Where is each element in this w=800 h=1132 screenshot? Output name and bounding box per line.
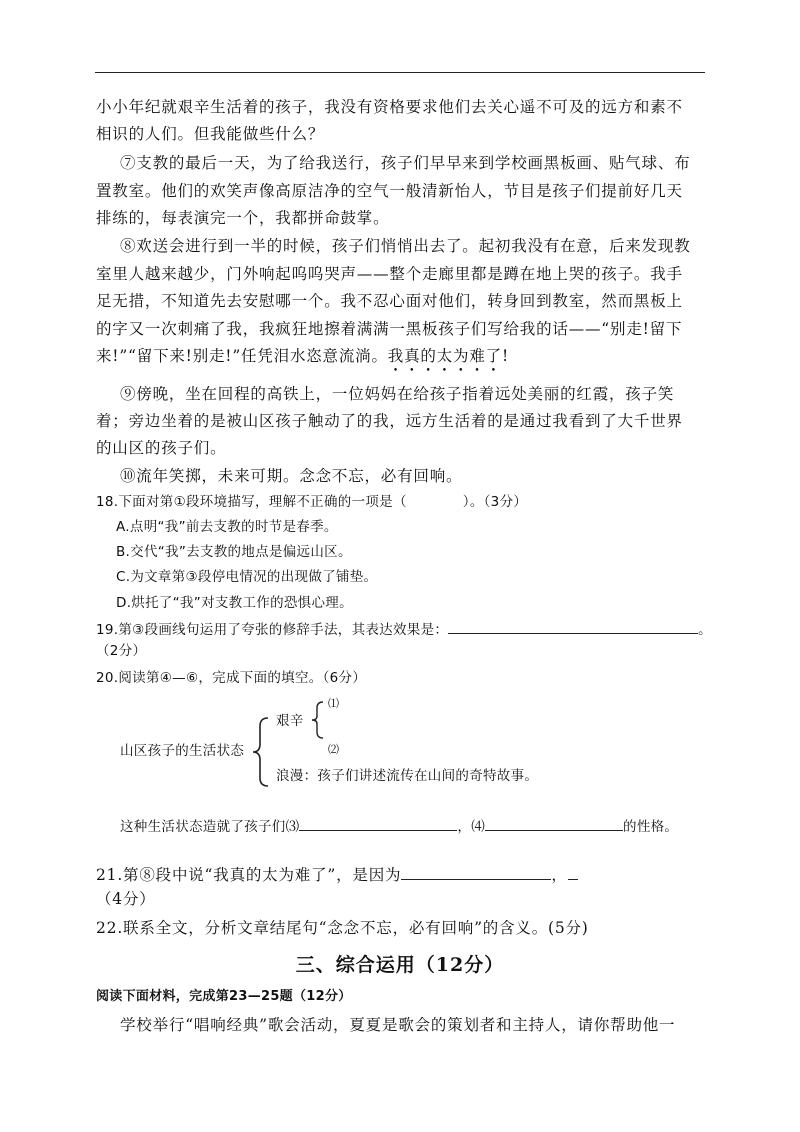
passage-line: 的字又一次刺痛了我，我疯狂地擦着满满一黑板孩子们写给我的话——“别走!留下 xyxy=(96,320,683,338)
answer-blank[interactable] xyxy=(401,865,551,880)
passage-line: 排练的，每表演完一个，我都拼命鼓掌。 xyxy=(96,209,390,227)
emphasis-char: 了 xyxy=(485,347,502,365)
paragraph-9: ⑨傍晚，坐在回程的高铁上，一位妈妈在给孩子指着远处美丽的红霞，孩子笑 xyxy=(120,385,675,403)
passage-text: ! xyxy=(501,347,509,365)
question-19-stem xyxy=(96,619,712,640)
passage-line: 相识的人们。但我能做些什么？ xyxy=(96,125,325,143)
question-18-stem xyxy=(96,492,527,512)
section-3-title: 三、综合运用（12分） xyxy=(295,954,505,976)
header-rule xyxy=(95,72,705,73)
option-b: B.交代“我”去支教的地点是偏远山区。 xyxy=(116,544,352,560)
question-22-stem: 22.联系全文，分析文章结尾句“念念不忘，必有回响”的含义。(5分) xyxy=(96,919,589,937)
emphasis-char: 难 xyxy=(469,347,486,365)
option-c: C.为文章第③段停电情况的出现做了铺垫。 xyxy=(116,569,378,585)
outer-brace xyxy=(250,716,274,788)
question-text: 19.第③段画线句运用了夸张的修辞手法，其表达效果是： xyxy=(96,622,449,638)
question-text: 21.第⑧段中说“我真的太为难了”，是因为 xyxy=(96,866,402,884)
passage-line: 着；旁边坐着的是被山区孩子触动了的我，远方生活着的是通过我看到了大千世界 xyxy=(96,412,683,430)
paragraph-7: ⑦支教的最后一天，为了给我送行，孩子们早早来到学校画黑板画、贴气球、布 xyxy=(120,154,691,172)
question-21-stem xyxy=(96,865,578,885)
passage-line: 置教室。他们的欢笑声像高原洁净的空气一般清新怡人，节目是孩子们提前好几天 xyxy=(96,182,683,200)
passage-line: 室里人越来越少，门外响起呜呜哭声——整个走廊里都是蹲在地上哭的孩子。我手 xyxy=(96,265,683,283)
question-text: 这种生活状态造就了孩子们⑶ xyxy=(120,819,300,835)
dotted-emphasis-phrase xyxy=(388,347,502,365)
question-text: ）。（3分） xyxy=(462,494,528,510)
question-19-score: （2分） xyxy=(96,643,147,659)
passage-line: 足无措，不知道先去安慰哪一个。我不忍心面对他们，转身回到教室，然而黑板上 xyxy=(96,292,683,310)
emphasis-char: 真 xyxy=(404,347,421,365)
question-20-sentence xyxy=(120,816,678,837)
passage-line: 小小年纪就艰辛生活着的孩子，我没有资格要求他们去关心遥不可及的远方和素不 xyxy=(96,98,683,116)
emphasis-char: 太 xyxy=(436,347,454,365)
question-text: 18.下面对第①段环境描写，理解不正确的一项是（ xyxy=(96,494,407,510)
blank-1-marker: ⑴ xyxy=(328,697,340,710)
question-text: ，⑷ xyxy=(457,819,486,835)
blank-2-marker: ⑵ xyxy=(328,743,340,756)
section-3-instruction: 阅读下面材料，完成第23—25题（12分） xyxy=(96,989,352,1004)
question-20-stem: 20.阅读第④—⑥，完成下面的填空。（6分） xyxy=(96,670,367,686)
emphasis-char: 我 xyxy=(387,347,405,365)
passage-text: 来!”“留下来!别走!”任凭泪水恣意流淌。 xyxy=(96,347,388,365)
question-21-score: （4分） xyxy=(96,890,156,908)
passage-line xyxy=(96,346,509,366)
question-text: 的性格。 xyxy=(623,819,679,835)
paragraph-10: ⑩流年笑掷，未来可期。念念不忘，必有回响。 xyxy=(120,467,463,485)
option-d: D.烘托了“我”对支教工作的恐惧心理。 xyxy=(116,595,353,611)
question-text: ， xyxy=(551,866,568,884)
paragraph-8: ⑧欢送会进行到一半的时候，孩子们悄悄出去了。起初我没有在意，后来发现教 xyxy=(120,237,691,255)
emphasis-char: 为 xyxy=(453,347,470,365)
answer-blank[interactable] xyxy=(568,865,578,880)
emphasis-char: 的 xyxy=(420,347,437,365)
chart-root-label: 山区孩子的生活状态 xyxy=(120,743,245,759)
answer-blank[interactable] xyxy=(448,619,698,634)
option-a: A.点明“我”前去支教的时节是春季。 xyxy=(116,519,338,535)
answer-blank-3[interactable] xyxy=(299,816,457,831)
hardship-label: 艰辛 xyxy=(276,713,304,729)
answer-blank-4[interactable] xyxy=(485,816,623,831)
question-text: 。 xyxy=(698,622,712,638)
passage-line: 的山区的孩子们。 xyxy=(96,439,227,457)
inner-brace xyxy=(310,700,326,740)
romance-label: 浪漫：孩子们讲述流传在山间的奇特故事。 xyxy=(276,768,539,784)
section-3-paragraph: 学校举行“唱响经典”歌会活动，夏夏是歌会的策划者和主持人，请你帮助他一 xyxy=(120,1016,676,1034)
